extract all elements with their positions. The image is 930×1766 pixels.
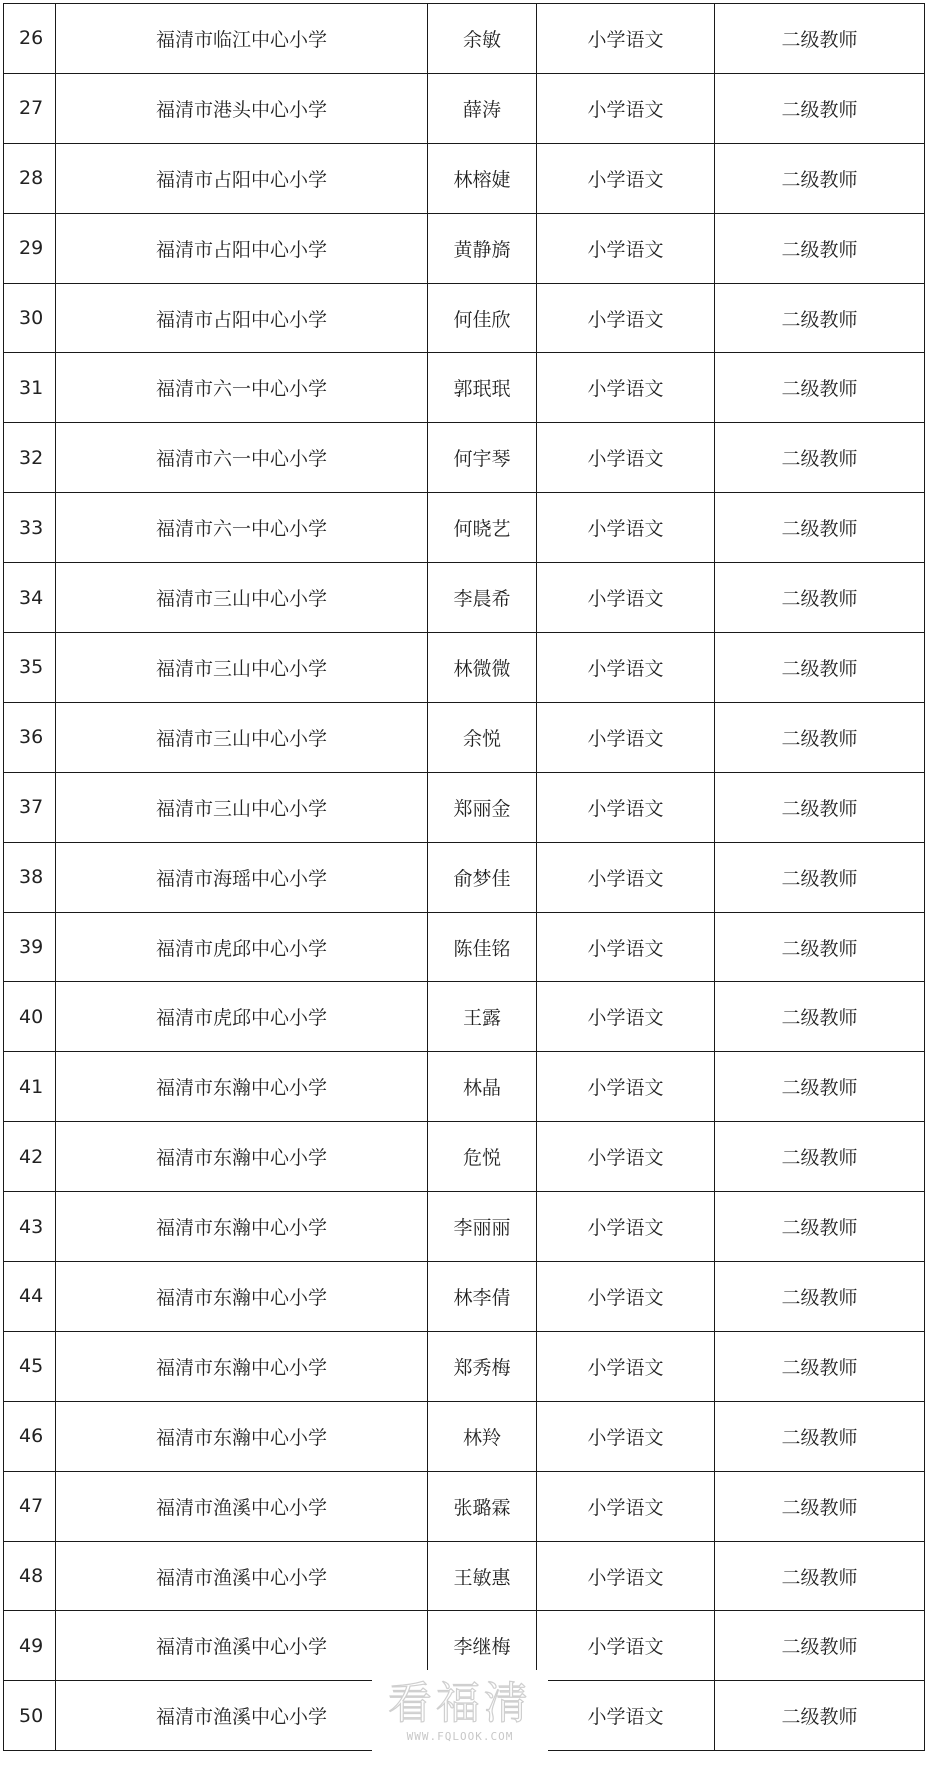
table-row (4, 213, 925, 283)
school-cell: 福清市占阳中心小学 (56, 143, 428, 213)
table-row (4, 1262, 925, 1332)
subject-cell: 小学语文 (537, 1401, 715, 1471)
teacher-name-cell: 李丽丽 (428, 1192, 537, 1262)
teacher-name-cell: 陈佳铭 (428, 912, 537, 982)
row-number-cell: 45 (4, 1331, 56, 1401)
title-rank-cell: 二级教师 (715, 1122, 925, 1192)
teacher-name-cell: 黄静旖 (428, 213, 537, 283)
table-row (4, 842, 925, 912)
school-cell: 福清市东瀚中心小学 (56, 1052, 428, 1122)
roster-body (4, 4, 925, 1751)
school-cell: 福清市东瀚中心小学 (56, 1331, 428, 1401)
table-row (4, 283, 925, 353)
teacher-name-cell: 张璐霖 (428, 1471, 537, 1541)
teacher-name-cell: 何晓艺 (428, 493, 537, 563)
title-rank-cell: 二级教师 (715, 982, 925, 1052)
school-cell: 福清市东瀚中心小学 (56, 1122, 428, 1192)
title-rank-cell: 二级教师 (715, 1262, 925, 1332)
teacher-name-cell: 王敏惠 (428, 1541, 537, 1611)
table-row (4, 493, 925, 563)
row-number-cell: 34 (4, 563, 56, 633)
teacher-name-cell: 郭珉珉 (428, 353, 537, 423)
row-number-cell: 36 (4, 702, 56, 772)
teacher-name-cell: 李晨希 (428, 563, 537, 633)
teacher-name-cell: 林李倩 (428, 1262, 537, 1332)
subject-cell: 小学语文 (537, 213, 715, 283)
subject-cell: 小学语文 (537, 1052, 715, 1122)
subject-cell: 小学语文 (537, 912, 715, 982)
title-rank-cell: 二级教师 (715, 633, 925, 703)
row-number-cell: 38 (4, 842, 56, 912)
school-cell: 福清市渔溪中心小学 (56, 1541, 428, 1611)
teacher-name-cell: 郑丽金 (428, 772, 537, 842)
teacher-name-cell: 林晶 (428, 1052, 537, 1122)
school-cell: 福清市渔溪中心小学 (56, 1471, 428, 1541)
title-rank-cell: 二级教师 (715, 563, 925, 633)
teacher-roster-table (3, 3, 925, 1751)
title-rank-cell: 二级教师 (715, 143, 925, 213)
teacher-name-cell: 薛涛 (428, 73, 537, 143)
title-rank-cell: 二级教师 (715, 912, 925, 982)
subject-cell: 小学语文 (537, 842, 715, 912)
title-rank-cell: 二级教师 (715, 1401, 925, 1471)
row-number-cell: 42 (4, 1122, 56, 1192)
table-row (4, 353, 925, 423)
teacher-name-cell: 郑秀梅 (428, 1331, 537, 1401)
school-cell: 福清市港头中心小学 (56, 73, 428, 143)
subject-cell: 小学语文 (537, 1471, 715, 1541)
table-row (4, 1052, 925, 1122)
title-rank-cell: 二级教师 (715, 4, 925, 74)
row-number-cell: 46 (4, 1401, 56, 1471)
subject-cell: 小学语文 (537, 633, 715, 703)
title-rank-cell: 二级教师 (715, 1471, 925, 1541)
watermark-logo (372, 1670, 548, 1766)
watermark-text: 看福清 (388, 1678, 532, 1729)
subject-cell: 小学语文 (537, 702, 715, 772)
subject-cell: 小学语文 (537, 982, 715, 1052)
school-cell: 福清市海瑶中心小学 (56, 842, 428, 912)
table-row (4, 1401, 925, 1471)
teacher-name-cell: 林微微 (428, 633, 537, 703)
subject-cell: 小学语文 (537, 423, 715, 493)
subject-cell: 小学语文 (537, 1541, 715, 1611)
teacher-name-cell: 余悦 (428, 702, 537, 772)
row-number-cell: 47 (4, 1471, 56, 1541)
row-number-cell: 29 (4, 213, 56, 283)
teacher-name-cell: 何宇琴 (428, 423, 537, 493)
row-number-cell: 31 (4, 353, 56, 423)
row-number-cell: 49 (4, 1611, 56, 1681)
school-cell: 福清市三山中心小学 (56, 563, 428, 633)
row-number-cell: 32 (4, 423, 56, 493)
row-number-cell: 39 (4, 912, 56, 982)
school-cell: 福清市六一中心小学 (56, 423, 428, 493)
school-cell: 福清市虎邱中心小学 (56, 912, 428, 982)
table-row (4, 4, 925, 74)
subject-cell: 小学语文 (537, 1611, 715, 1681)
school-cell: 福清市六一中心小学 (56, 493, 428, 563)
title-rank-cell: 二级教师 (715, 1052, 925, 1122)
teacher-name-cell: 林羚 (428, 1401, 537, 1471)
subject-cell: 小学语文 (537, 353, 715, 423)
title-rank-cell: 二级教师 (715, 213, 925, 283)
table-row (4, 982, 925, 1052)
table-row (4, 1541, 925, 1611)
row-number-cell: 28 (4, 143, 56, 213)
school-cell: 福清市三山中心小学 (56, 702, 428, 772)
title-rank-cell: 二级教师 (715, 73, 925, 143)
subject-cell: 小学语文 (537, 1262, 715, 1332)
table-row (4, 143, 925, 213)
title-rank-cell: 二级教师 (715, 842, 925, 912)
table-row (4, 772, 925, 842)
title-rank-cell: 二级教师 (715, 493, 925, 563)
teacher-name-cell: 林榕婕 (428, 143, 537, 213)
subject-cell: 小学语文 (537, 772, 715, 842)
table-row (4, 912, 925, 982)
row-number-cell: 37 (4, 772, 56, 842)
school-cell: 福清市三山中心小学 (56, 633, 428, 703)
table-row (4, 1331, 925, 1401)
row-number-cell: 43 (4, 1192, 56, 1262)
school-cell: 福清市东瀚中心小学 (56, 1192, 428, 1262)
watermark-url: WWW.FQLOOK.COM (406, 1730, 514, 1743)
teacher-name-cell: 俞梦佳 (428, 842, 537, 912)
subject-cell: 小学语文 (537, 493, 715, 563)
subject-cell: 小学语文 (537, 283, 715, 353)
school-cell: 福清市六一中心小学 (56, 353, 428, 423)
title-rank-cell: 二级教师 (715, 1611, 925, 1681)
subject-cell: 小学语文 (537, 1192, 715, 1262)
row-number-cell: 50 (4, 1681, 56, 1751)
title-rank-cell: 二级教师 (715, 1331, 925, 1401)
subject-cell: 小学语文 (537, 563, 715, 633)
subject-cell: 小学语文 (537, 73, 715, 143)
teacher-name-cell: 王露 (428, 982, 537, 1052)
table-row (4, 1192, 925, 1262)
title-rank-cell: 二级教师 (715, 1681, 925, 1751)
row-number-cell: 40 (4, 982, 56, 1052)
title-rank-cell: 二级教师 (715, 353, 925, 423)
school-cell: 福清市临江中心小学 (56, 4, 428, 74)
table-row (4, 563, 925, 633)
teacher-name-cell: 李继梅 (428, 1611, 537, 1681)
subject-cell: 小学语文 (537, 1331, 715, 1401)
row-number-cell: 30 (4, 283, 56, 353)
subject-cell: 小学语文 (537, 1681, 715, 1751)
title-rank-cell: 二级教师 (715, 702, 925, 772)
teacher-name-cell: 余敏 (428, 4, 537, 74)
table-row (4, 73, 925, 143)
table-row (4, 633, 925, 703)
table-row (4, 1471, 925, 1541)
table-row (4, 702, 925, 772)
school-cell: 福清市占阳中心小学 (56, 283, 428, 353)
subject-cell: 小学语文 (537, 143, 715, 213)
row-number-cell: 41 (4, 1052, 56, 1122)
subject-cell: 小学语文 (537, 4, 715, 74)
title-rank-cell: 二级教师 (715, 1541, 925, 1611)
title-rank-cell: 二级教师 (715, 772, 925, 842)
teacher-name-cell: 危悦 (428, 1122, 537, 1192)
school-cell: 福清市占阳中心小学 (56, 213, 428, 283)
row-number-cell: 26 (4, 4, 56, 74)
school-cell: 福清市虎邱中心小学 (56, 982, 428, 1052)
row-number-cell: 35 (4, 633, 56, 703)
row-number-cell: 44 (4, 1262, 56, 1332)
school-cell: 福清市渔溪中心小学 (56, 1611, 428, 1681)
school-cell: 福清市东瀚中心小学 (56, 1262, 428, 1332)
title-rank-cell: 二级教师 (715, 1192, 925, 1262)
subject-cell: 小学语文 (537, 1122, 715, 1192)
school-cell: 福清市渔溪中心小学 (56, 1681, 428, 1751)
row-number-cell: 27 (4, 73, 56, 143)
school-cell: 福清市东瀚中心小学 (56, 1401, 428, 1471)
teacher-name-cell: 何佳欣 (428, 283, 537, 353)
table-row (4, 423, 925, 493)
table-row (4, 1122, 925, 1192)
school-cell: 福清市三山中心小学 (56, 772, 428, 842)
title-rank-cell: 二级教师 (715, 283, 925, 353)
title-rank-cell: 二级教师 (715, 423, 925, 493)
row-number-cell: 48 (4, 1541, 56, 1611)
row-number-cell: 33 (4, 493, 56, 563)
